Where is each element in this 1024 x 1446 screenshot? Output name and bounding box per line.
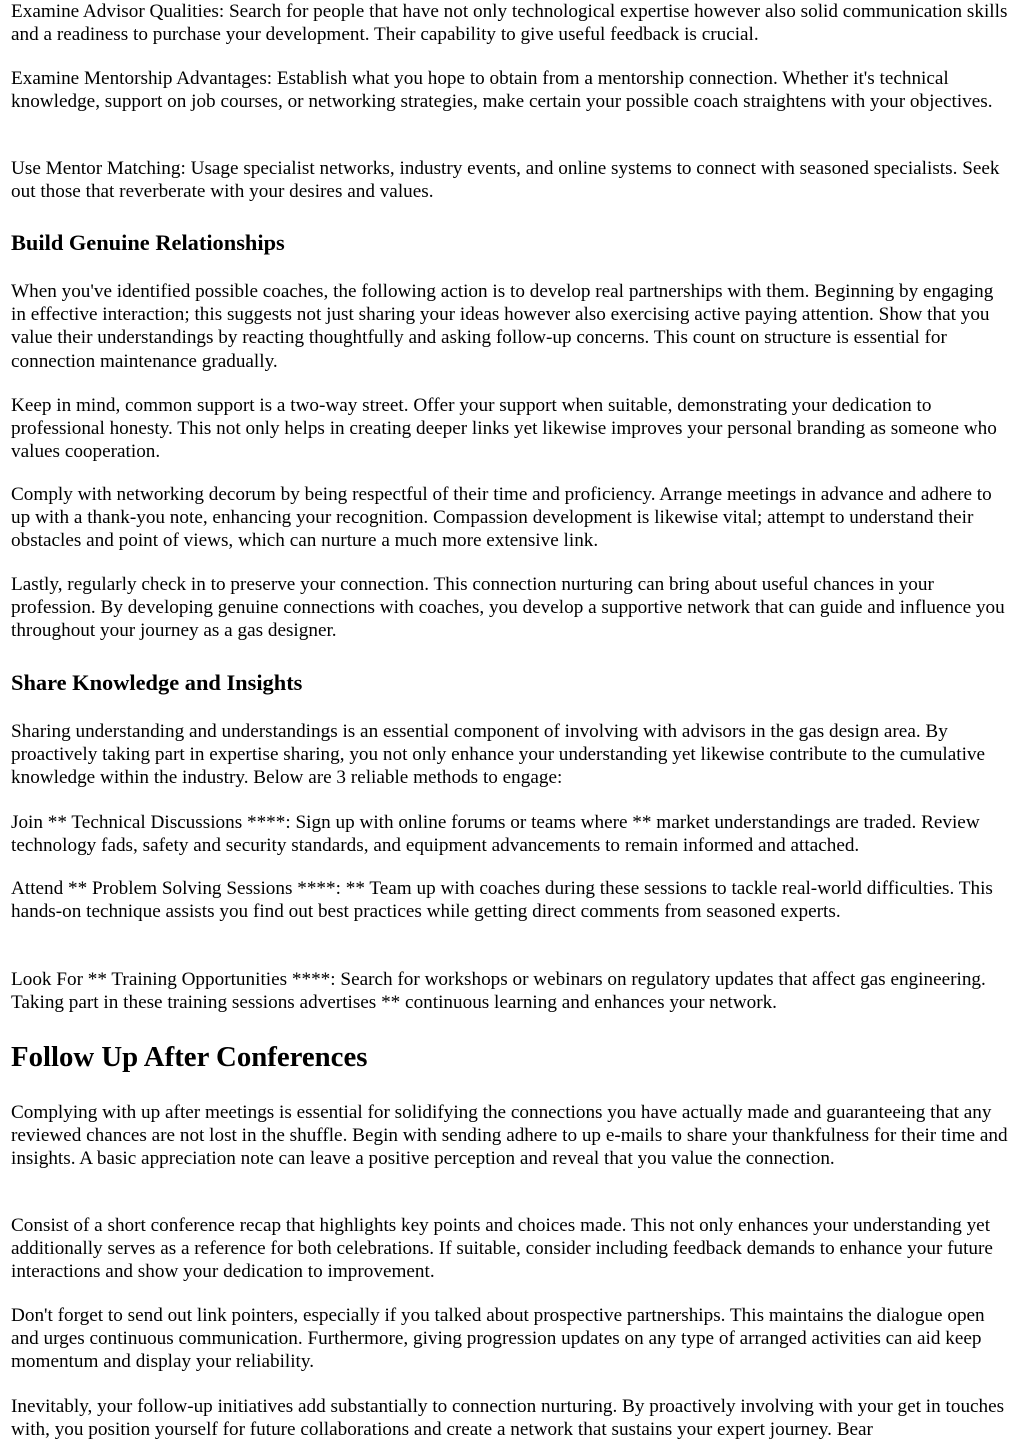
paragraph-relationships-4: Lastly, regularly check in to preserve your connection. This connection nurturing can bring about useful chances in your profession. By developing genuine connections with coaches, you develop a supportive network that can guide and influence you throughout your journey as a gas designer. — [11, 574, 1005, 642]
paragraph-mentor-matching: Use Mentor Matching: Usage specialist networks, industry events, and online systems to connect with seasoned specialists. Seek out those that reverberate with your desires and values. — [11, 158, 1000, 203]
paragraph-followup-4: Inevitably, your follow-up initiatives add substantially to connection nurturing. By proactively involving with your get in touches with, you position yourself for future collaborations and create a network that sustains your expert journey. Bear — [11, 1396, 1005, 1441]
paragraph-followup-1: Complying with up after meetings is essential for solidifying the connections you have actually made and guaranteeing that any reviewed chances are not lost in the shuffle. Begin with sending adhere to up e-mails to share your thankfulness for their time and insights. A basic appreciation note can leave a positive perception and reveal that you value the connection. — [11, 1102, 1008, 1170]
paragraph-technical-discussions: Join ** Technical Discussions ****: Sign up with online forums or teams where ** market understandings are traded. Review technology fads, safety and security standards, and equipment advancements to remain informed and attached. — [11, 812, 980, 857]
paragraph-knowledge-intro: Sharing understanding and understandings is an essential component of involving with advisors in the gas design area. By proactively taking part in expertise sharing, you not only enhance your understanding yet likewise contribute to the cumulative knowledge within the industry. Below are 3 reliable methods to engage: — [11, 721, 986, 789]
paragraph-followup-2: Consist of a short conference recap that highlights key points and choices made. This not only enhances your understanding yet additionally serves as a reference for both celebrations. If suitable, consider including feedback demands to enhance your future interactions and show your dedication to improvement. — [11, 1215, 993, 1283]
heading-build-relationships: Build Genuine Relationships — [11, 230, 285, 255]
paragraph-mentorship-advantages: Examine Mentorship Advantages: Establish what you hope to obtain from a mentorship connection. Whether it's technical knowledge, support on job courses, or networking strategies, make certain your possible coach straightens with your objectives. — [11, 68, 993, 113]
heading-share-knowledge: Share Knowledge and Insights — [11, 670, 303, 695]
paragraph-followup-3: Don't forget to send out link pointers, especially if you talked about prospective partnerships. This maintains the dialogue open and urges continuous communication. Furthermore, giving progression updates on any type of arranged activities can aid keep momentum and display your reliability. — [11, 1305, 985, 1373]
paragraph-training-opportunities: Look For ** Training Opportunities ****: Search for workshops or webinars on regulatory updates that affect gas engineering. Taking part in these training sessions advertises ** continuous learning and enhances your network. — [11, 969, 986, 1014]
paragraph-problem-solving: Attend ** Problem Solving Sessions ****: ** Team up with coaches during these sessions to tackle real-world difficulties. This hands-on technique assists you find out best practices while getting direct comments from seasoned experts. — [11, 878, 993, 923]
paragraph-relationships-2: Keep in mind, common support is a two-way street. Offer your support when suitable, demonstrating your dedication to professional honesty. This not only helps in creating deeper links yet likewise improves your personal branding as someone who values cooperation. — [11, 395, 997, 463]
paragraph-advisor-qualities: Examine Advisor Qualities: Search for people that have not only technological expertise however also solid communication skills and a readiness to purchase your development. Their capability to give useful feedback is crucial. — [11, 1, 1008, 46]
paragraph-relationships-1: When you've identified possible coaches, the following action is to develop real partnerships with them. Beginning by engaging in effective interaction; this suggests not just sharing your ideas however also exercising active paying attention. Show that you value their understandings by reacting thoughtfully and asking follow-up concerns. This count on structure is essential for connection maintenance gradually. — [11, 281, 994, 372]
paragraph-relationships-3: Comply with networking decorum by being respectful of their time and proficiency. Arrange meetings in advance and adhere to up with a thank-you note, enhancing your recognition. Compassion development is likewise vital; attempt to understand their obstacles and point of views, which can nurture a much more extensive link. — [11, 484, 992, 552]
heading-follow-up: Follow Up After Conferences — [11, 1041, 368, 1073]
